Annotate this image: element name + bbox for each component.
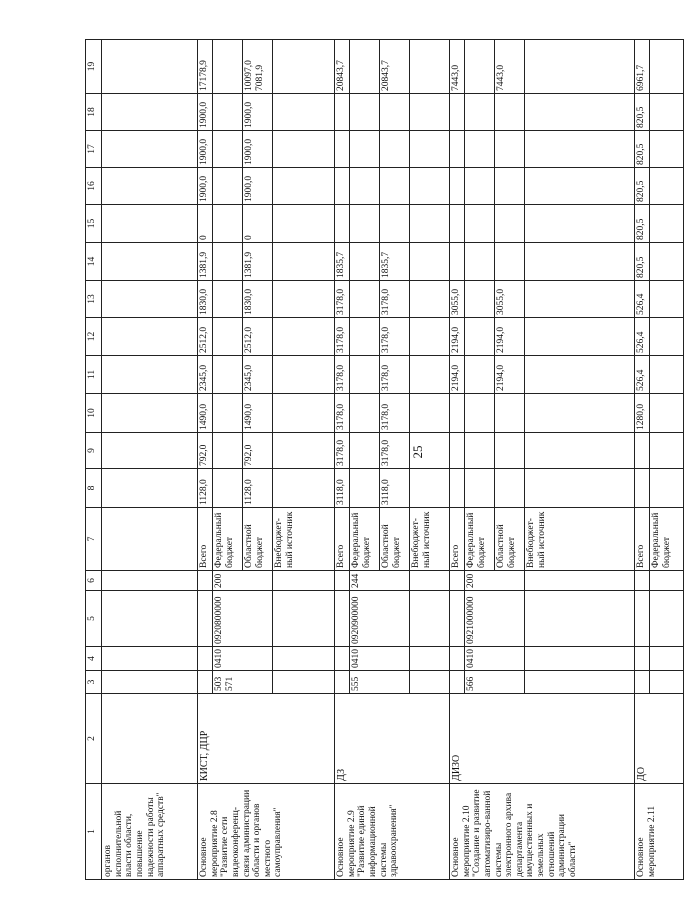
measure-executor: ДО <box>635 694 684 784</box>
value-col-14: 1381,9 <box>243 243 273 281</box>
value-col-9 <box>213 433 243 469</box>
value-col-17 <box>410 131 450 168</box>
value-col-16 <box>525 168 635 205</box>
value-col-15 <box>273 205 335 243</box>
value-col-11 <box>213 356 243 394</box>
column-number-8: 8 <box>86 469 102 508</box>
funding-source: Областной бюджет <box>380 508 410 571</box>
value-col-10: 1490,0 <box>198 394 213 433</box>
value-col-19 <box>465 40 495 94</box>
value-col-11 <box>410 356 450 394</box>
value-col-9 <box>635 433 650 469</box>
value-col-11: 3178,0 <box>380 356 410 394</box>
code-empty-cell <box>525 571 635 591</box>
value-col-18 <box>410 94 450 131</box>
code-empty-cell <box>525 647 635 671</box>
value-col-17: 1900,0 <box>198 131 213 168</box>
intro-empty-cell <box>102 318 198 356</box>
value-col-12: 3178,0 <box>380 318 410 356</box>
intro-empty-cell <box>102 591 198 647</box>
value-col-13 <box>273 281 335 318</box>
measure-executor: КИСТ, ДЦР <box>198 694 335 784</box>
funding-source: Федеральный бюджет <box>465 508 495 571</box>
value-col-10 <box>465 394 495 433</box>
value-col-9: 792,0 <box>198 433 213 469</box>
value-col-11: 526,4 <box>635 356 650 394</box>
value-col-18: 1900,0 <box>198 94 213 131</box>
code-empty-cell <box>450 647 465 671</box>
value-col-19 <box>273 40 335 94</box>
funding-source: Внебюджет-ный источник <box>525 508 635 571</box>
value-col-9 <box>273 433 335 469</box>
value-col-18 <box>380 94 410 131</box>
code-empty-cell <box>525 671 635 694</box>
rz-code: 0410 <box>350 647 410 671</box>
value-col-14 <box>525 243 635 281</box>
column-number-11: 11 <box>86 356 102 394</box>
value-col-10 <box>495 394 525 433</box>
value-col-13 <box>213 281 243 318</box>
value-col-14 <box>273 243 335 281</box>
value-col-9 <box>650 433 684 469</box>
value-col-9 <box>465 433 495 469</box>
value-col-17 <box>525 131 635 168</box>
value-col-15 <box>450 205 465 243</box>
code-empty-cell <box>335 647 350 671</box>
funding-source: Федеральный бюджет <box>350 508 380 571</box>
funding-source: Всего <box>198 508 213 571</box>
funding-source: Всего <box>450 508 465 571</box>
value-col-11: 3178,0 <box>335 356 350 394</box>
value-col-16 <box>273 168 335 205</box>
code-empty-cell <box>198 671 213 694</box>
value-col-8 <box>410 469 450 508</box>
code-empty-cell <box>410 591 450 647</box>
value-col-16 <box>495 168 525 205</box>
value-col-15 <box>410 205 450 243</box>
value-col-8 <box>650 469 684 508</box>
intro-row <box>102 40 198 880</box>
value-col-16 <box>650 168 684 205</box>
value-col-17 <box>465 131 495 168</box>
value-col-19: 7443,0 <box>495 40 525 94</box>
code-empty-cell <box>635 591 650 647</box>
value-col-16 <box>465 168 495 205</box>
funding-source: Федеральный бюджет <box>650 508 684 571</box>
intro-empty-cell <box>102 694 198 784</box>
column-number-15: 15 <box>86 205 102 243</box>
value-col-15 <box>465 205 495 243</box>
value-col-9: 792,0 <box>243 433 273 469</box>
value-col-19 <box>525 40 635 94</box>
measure-name: Основное мероприятие 2.11 <box>635 784 684 880</box>
value-col-17: 1900,0 <box>243 131 273 168</box>
value-col-17 <box>273 131 335 168</box>
intro-empty-cell <box>102 508 198 571</box>
measure-executor: ДЗ <box>335 694 450 784</box>
value-col-10 <box>273 394 335 433</box>
value-col-15: 820,5 <box>635 205 650 243</box>
value-col-8: 3118,0 <box>335 469 350 508</box>
value-col-11: 2194,0 <box>450 356 465 394</box>
value-col-12: 2194,0 <box>495 318 525 356</box>
value-col-8 <box>465 469 495 508</box>
value-col-10: 1490,0 <box>243 394 273 433</box>
value-col-12 <box>410 318 450 356</box>
code-empty-cell <box>273 571 335 591</box>
value-col-8 <box>350 469 380 508</box>
column-number-18: 18 <box>86 94 102 131</box>
value-col-16 <box>450 168 465 205</box>
value-col-14 <box>213 243 243 281</box>
value-col-10: 3178,0 <box>335 394 350 433</box>
value-col-19: 7443,0 <box>450 40 465 94</box>
intro-empty-cell <box>102 671 198 694</box>
value-col-11 <box>650 356 684 394</box>
code-empty-cell <box>635 671 650 694</box>
value-col-8 <box>635 469 650 508</box>
budget-table <box>85 39 684 880</box>
value-col-13 <box>350 281 380 318</box>
intro-empty-cell <box>102 647 198 671</box>
value-col-15: 0 <box>198 205 213 243</box>
code-empty-cell <box>635 571 650 591</box>
value-col-12 <box>525 318 635 356</box>
value-col-10 <box>410 394 450 433</box>
value-col-14 <box>465 243 495 281</box>
vr-code <box>650 571 684 591</box>
measure-name: Основное мероприятие 2.8 "Развитие сети видеоконференц-связи администрации области и органов местного самоуправления" <box>198 784 335 880</box>
funding-source: Областной бюджет <box>495 508 525 571</box>
value-col-15 <box>525 205 635 243</box>
value-col-15 <box>495 205 525 243</box>
grbs-code <box>650 671 684 694</box>
column-number-16: 16 <box>86 168 102 205</box>
column-number-5: 5 <box>86 591 102 647</box>
code-empty-cell <box>450 591 465 647</box>
value-col-11 <box>273 356 335 394</box>
intro-empty-cell <box>102 571 198 591</box>
value-col-11: 2345,0 <box>198 356 213 394</box>
rz-code: 0410 <box>465 647 525 671</box>
value-col-18 <box>450 94 465 131</box>
funding-source: Всего <box>335 508 350 571</box>
measure-row <box>335 40 350 880</box>
value-col-16 <box>335 168 350 205</box>
vr-code: 200 <box>465 571 525 591</box>
value-col-15 <box>650 205 684 243</box>
value-col-13 <box>465 281 495 318</box>
measure-row <box>450 40 465 880</box>
value-col-14 <box>450 243 465 281</box>
value-col-11 <box>465 356 495 394</box>
funding-source: Федеральный бюджет <box>213 508 243 571</box>
value-col-19: 6961,7 <box>635 40 650 94</box>
code-empty-cell <box>273 591 335 647</box>
value-col-10 <box>213 394 243 433</box>
value-col-9 <box>450 433 465 469</box>
intro-empty-cell <box>102 131 198 168</box>
value-col-12: 3178,0 <box>335 318 350 356</box>
column-number-17: 17 <box>86 131 102 168</box>
value-col-16 <box>213 168 243 205</box>
value-col-10 <box>450 394 465 433</box>
column-number-12: 12 <box>86 318 102 356</box>
value-col-11 <box>525 356 635 394</box>
value-col-16 <box>380 168 410 205</box>
code-empty-cell <box>410 571 450 591</box>
measure-row <box>635 40 650 880</box>
value-col-17 <box>213 131 243 168</box>
value-col-19: 17178,9 <box>198 40 213 94</box>
value-col-18 <box>273 94 335 131</box>
value-col-13 <box>650 281 684 318</box>
code-empty-cell <box>410 671 450 694</box>
value-col-14 <box>350 243 380 281</box>
value-col-14: 1835,7 <box>335 243 350 281</box>
value-col-17 <box>495 131 525 168</box>
value-col-12 <box>213 318 243 356</box>
value-col-14: 1381,9 <box>198 243 213 281</box>
funding-source: Областной бюджет <box>243 508 273 571</box>
value-col-19: 20843,7 <box>335 40 350 94</box>
value-col-11: 2345,0 <box>243 356 273 394</box>
value-col-9: 3178,0 <box>380 433 410 469</box>
code-empty-cell <box>335 571 350 591</box>
rz-code: 0410 <box>213 647 273 671</box>
value-col-10: 3178,0 <box>380 394 410 433</box>
value-col-13: 1830,0 <box>198 281 213 318</box>
value-col-13 <box>525 281 635 318</box>
intro-empty-cell <box>102 281 198 318</box>
column-number-4: 4 <box>86 647 102 671</box>
value-col-18 <box>335 94 350 131</box>
code-empty-cell <box>198 647 213 671</box>
value-col-16 <box>350 168 380 205</box>
value-col-13 <box>410 281 450 318</box>
code-empty-cell <box>335 591 350 647</box>
value-col-18 <box>213 94 243 131</box>
value-col-17 <box>650 131 684 168</box>
csr-code: 0921000000 <box>465 591 525 647</box>
grbs-code: 503 571 <box>213 671 273 694</box>
page-number: 25 <box>410 445 425 459</box>
value-col-8 <box>213 469 243 508</box>
csr-code <box>650 591 684 647</box>
value-col-18 <box>350 94 380 131</box>
value-col-12 <box>465 318 495 356</box>
value-col-9: 3178,0 <box>335 433 350 469</box>
value-col-11 <box>350 356 380 394</box>
value-col-8 <box>525 469 635 508</box>
csr-code: 0920900000 <box>350 591 410 647</box>
value-col-12: 526,4 <box>635 318 650 356</box>
value-col-8 <box>450 469 465 508</box>
value-col-18 <box>465 94 495 131</box>
value-col-8: 1128,0 <box>198 469 213 508</box>
grbs-code: 566 <box>465 671 525 694</box>
value-col-9 <box>350 433 380 469</box>
column-number-7: 7 <box>86 508 102 571</box>
value-col-13: 526,4 <box>635 281 650 318</box>
value-col-17: 820,5 <box>635 131 650 168</box>
funding-source: Внебюджет-ный источник <box>273 508 335 571</box>
value-col-15 <box>335 205 350 243</box>
funding-source: Всего <box>635 508 650 571</box>
code-empty-cell <box>198 571 213 591</box>
funding-source: Внебюджет-ный источник <box>410 508 450 571</box>
code-empty-cell <box>450 671 465 694</box>
code-empty-cell <box>450 571 465 591</box>
column-number-2: 2 <box>86 694 102 784</box>
column-number-10: 10 <box>86 394 102 433</box>
column-number-14: 14 <box>86 243 102 281</box>
value-col-19: 20843,7 <box>380 40 410 94</box>
code-empty-cell <box>335 671 350 694</box>
intro-empty-cell <box>102 94 198 131</box>
intro-empty-cell <box>102 40 198 94</box>
value-col-13: 3055,0 <box>450 281 465 318</box>
value-col-8: 3118,0 <box>380 469 410 508</box>
value-col-15 <box>350 205 380 243</box>
value-col-9 <box>525 433 635 469</box>
value-col-18 <box>650 94 684 131</box>
value-col-8 <box>495 469 525 508</box>
value-col-15 <box>213 205 243 243</box>
value-col-19 <box>350 40 380 94</box>
value-col-12 <box>650 318 684 356</box>
value-col-12: 2194,0 <box>450 318 465 356</box>
value-col-12 <box>350 318 380 356</box>
csr-code: 0920800000 <box>213 591 273 647</box>
value-col-18: 820,5 <box>635 94 650 131</box>
intro-empty-cell <box>102 205 198 243</box>
value-col-14 <box>650 243 684 281</box>
code-empty-cell <box>525 591 635 647</box>
value-col-16: 1900,0 <box>198 168 213 205</box>
value-col-10 <box>350 394 380 433</box>
measure-name: Основное мероприятие 2.9 "Развитие единой информационной системы здравоохранения" <box>335 784 450 880</box>
value-col-19 <box>213 40 243 94</box>
value-col-9 <box>410 433 450 469</box>
value-col-19: 10097,0 7081,9 <box>243 40 273 94</box>
code-empty-cell <box>273 647 335 671</box>
measure-name: Основное мероприятие 2.10 "Создание и развитие автоматизиро-ванной системы электронного архива департамента имущественных и земельных отношений администрации области" <box>450 784 635 880</box>
column-number-13: 13 <box>86 281 102 318</box>
value-col-17 <box>335 131 350 168</box>
value-col-12 <box>273 318 335 356</box>
value-col-19 <box>650 40 684 94</box>
value-col-14: 820,5 <box>635 243 650 281</box>
intro-empty-cell <box>102 469 198 508</box>
value-col-11: 2194,0 <box>495 356 525 394</box>
code-empty-cell <box>410 647 450 671</box>
value-col-14 <box>495 243 525 281</box>
value-col-14: 1835,7 <box>380 243 410 281</box>
value-col-14 <box>410 243 450 281</box>
grbs-code: 555 <box>350 671 410 694</box>
value-col-13: 1830,0 <box>243 281 273 318</box>
value-col-10 <box>525 394 635 433</box>
value-col-10 <box>650 394 684 433</box>
value-col-13: 3055,0 <box>495 281 525 318</box>
intro-empty-cell <box>102 356 198 394</box>
value-col-13: 3178,0 <box>380 281 410 318</box>
value-col-17 <box>380 131 410 168</box>
rz-code <box>650 647 684 671</box>
intro-empty-cell <box>102 168 198 205</box>
budget-table-rotated <box>85 40 672 880</box>
value-col-18: 1900,0 <box>243 94 273 131</box>
value-col-15: 0 <box>243 205 273 243</box>
vr-code: 244 <box>350 571 410 591</box>
column-number-1: 1 <box>86 784 102 880</box>
value-col-18 <box>525 94 635 131</box>
code-empty-cell <box>273 671 335 694</box>
value-col-17 <box>350 131 380 168</box>
measure-executor: ДИЗО <box>450 694 635 784</box>
value-col-13: 3178,0 <box>335 281 350 318</box>
column-number-19: 19 <box>86 40 102 94</box>
value-col-19 <box>410 40 450 94</box>
intro-empty-cell <box>102 394 198 433</box>
value-col-8 <box>273 469 335 508</box>
value-col-15 <box>380 205 410 243</box>
value-col-16: 820,5 <box>635 168 650 205</box>
intro-empty-cell <box>102 433 198 469</box>
code-empty-cell <box>198 591 213 647</box>
column-number-6: 6 <box>86 571 102 591</box>
header-row <box>86 40 102 880</box>
value-col-8: 1128,0 <box>243 469 273 508</box>
intro-empty-cell <box>102 243 198 281</box>
value-col-12: 2512,0 <box>243 318 273 356</box>
intro-text: органов исполнительной власти области, повышение надежности работы аппаратных средств" <box>102 784 198 880</box>
value-col-16 <box>410 168 450 205</box>
measure-row <box>198 40 213 880</box>
value-col-12: 2512,0 <box>198 318 213 356</box>
value-col-17 <box>450 131 465 168</box>
value-col-16: 1900,0 <box>243 168 273 205</box>
value-col-10: 1280,0 <box>635 394 650 433</box>
column-number-9: 9 <box>86 433 102 469</box>
vr-code: 200 <box>213 571 273 591</box>
value-col-9 <box>495 433 525 469</box>
column-number-3: 3 <box>86 671 102 694</box>
code-empty-cell <box>635 647 650 671</box>
value-col-18 <box>495 94 525 131</box>
